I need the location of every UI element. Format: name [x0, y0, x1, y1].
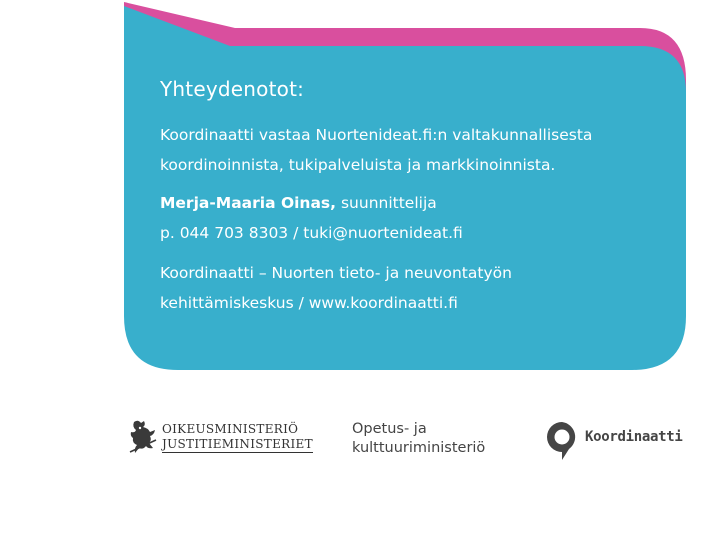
okm-line-2: kulttuuriministeriö — [352, 440, 486, 456]
contact-description — [160, 120, 680, 180]
opetus-ja-kulttuuriministerio-logo — [352, 420, 485, 458]
oikeusministerio-logo — [128, 418, 313, 462]
description-line-1: Koordinaatti vastaa Nuortenideat.fi:n valtakunnallisesta — [160, 126, 593, 144]
partner-logos — [0, 400, 701, 480]
person-title: suunnittelija — [336, 194, 437, 212]
org-line-2[interactable]: kehittämiskeskus / www.koordinaatti.fi — [160, 294, 458, 312]
org-line-1: Koordinaatti – Nuorten tieto- ja neuvontatyön — [160, 264, 512, 282]
koordinaatti-wordmark: Koordinaatti — [585, 429, 683, 445]
oikeusministerio-name: OIKEUSMINISTERIÖ — [162, 422, 299, 436]
contact-heading: Yhteydenotot: — [160, 77, 305, 101]
justitieministeriet-name: JUSTITIEMINISTERIET — [162, 437, 313, 451]
contact-organization — [160, 258, 680, 318]
lion-crest-icon — [128, 418, 158, 456]
location-pin-icon — [545, 420, 579, 462]
person-name: Merja-Maaria Oinas, — [160, 194, 337, 212]
description-line-2: koordinoinnista, tukipalveluista ja markkinoinnista. — [160, 156, 556, 174]
okm-line-1: Opetus- ja — [352, 421, 427, 437]
phone-email[interactable]: p. 044 703 8303 / tuki@nuortenideat.fi — [160, 224, 463, 242]
person-line — [160, 188, 680, 218]
contact-card — [160, 76, 680, 326]
contact-person — [160, 188, 680, 248]
